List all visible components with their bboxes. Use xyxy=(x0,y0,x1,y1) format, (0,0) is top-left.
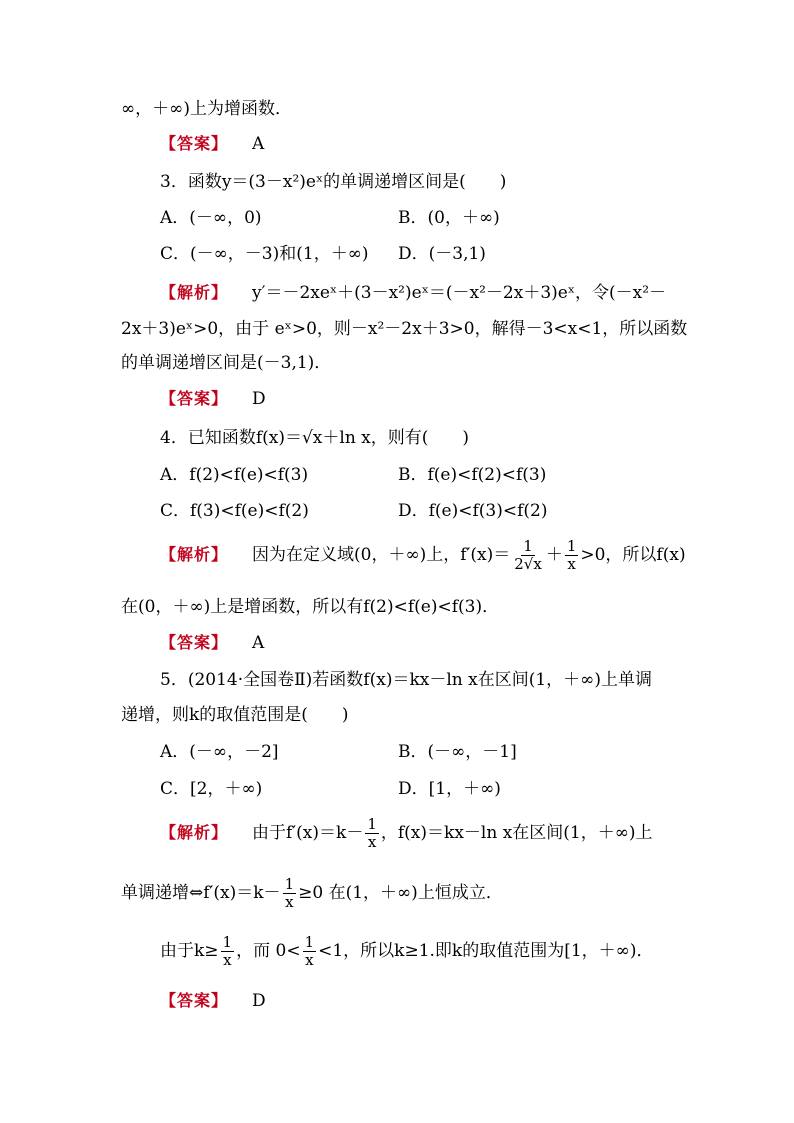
option-b: B．f(e)<f(2)<f(3) xyxy=(398,465,547,485)
answer-value: D xyxy=(252,991,266,1011)
analysis-text: 因为在定义域(0，＋∞)上，f′(x)＝ xyxy=(252,545,511,565)
analysis-text: >0，所以f(x) xyxy=(580,545,686,565)
analysis-text: 由于k≥ xyxy=(160,941,219,961)
option-d: D．f(e)<f(3)<f(2) xyxy=(398,501,548,521)
question-5: 5．(2014·全国卷Ⅱ)若函数f(x)＝kx－ln x在区间(1，＋∞)上单调 xyxy=(160,670,652,690)
analysis-text: <1，所以k≥1.即k的取值范围为[1，＋∞)． xyxy=(318,941,654,961)
analysis-text: ≥0 在(1，＋∞)上恒成立． xyxy=(298,883,503,903)
question-5: 递增，则k的取值范围是( ) xyxy=(121,705,349,725)
analysis-text: ，f(x)＝kx－ln x在区间(1，＋∞)上 xyxy=(380,823,653,843)
fraction xyxy=(565,538,579,573)
analysis-row xyxy=(160,282,666,304)
analysis-text xyxy=(121,876,503,911)
fraction-numerator: 1 xyxy=(367,815,377,833)
analysis-text: 的单调递增区间是(－3,1)． xyxy=(121,353,332,373)
analysis-label: 【解析】 xyxy=(160,823,229,842)
fraction-numerator: 1 xyxy=(566,537,577,555)
fraction xyxy=(303,934,317,969)
answer-label: 【答案】 xyxy=(160,991,229,1010)
fraction xyxy=(365,816,379,851)
option-c: C．f(3)<f(e)<f(2) xyxy=(160,501,309,521)
analysis-text: 2x＋3)eˣ>0，由于 eˣ>0，则－x²－2x＋3>0，解得－3<x<1，所以函数 xyxy=(121,319,688,339)
option-d: D．(－3,1) xyxy=(398,244,486,264)
analysis-label: 【解析】 xyxy=(160,283,229,302)
analysis-text: y′＝－2xeˣ＋(3－x²)eˣ＝(－x²－2x＋3)eˣ，令(－x²－ xyxy=(252,283,667,303)
fraction-numerator: 1 xyxy=(284,875,295,893)
question-3: 3．函数y＝(3－x²)eˣ的单调递增区间是( ) xyxy=(160,172,507,192)
option-a: A．f(2)<f(e)<f(3) xyxy=(160,465,309,485)
option-c: C．[2，＋∞) xyxy=(160,779,263,799)
answer-value: D xyxy=(252,389,266,409)
fraction-denominator: x xyxy=(305,951,314,969)
answer-row xyxy=(160,133,264,155)
plus-sign: ＋ xyxy=(545,545,563,565)
answer-row xyxy=(160,388,266,410)
fraction-denominator: x xyxy=(367,833,377,851)
option-c: C．(－∞，－3)和(1，＋∞) xyxy=(160,244,369,264)
analysis-text: ，而 0< xyxy=(236,941,301,961)
fraction-denominator: x xyxy=(223,951,232,969)
answer-label: 【答案】 xyxy=(160,134,229,153)
analysis-label: 【解析】 xyxy=(160,545,229,564)
analysis-row xyxy=(160,816,653,851)
answer-row xyxy=(160,632,264,654)
fraction xyxy=(221,934,235,969)
fraction-denominator: 2√x xyxy=(514,555,542,573)
answer-value: A xyxy=(252,134,265,154)
analysis-text: 在(0，＋∞)上是增函数，所以有f(2)<f(e)<f(3)． xyxy=(121,597,500,617)
analysis-text: 单调递增⇔f′(x)＝k－ xyxy=(121,883,281,903)
text-line: ∞，＋∞)上为增函数． xyxy=(121,99,292,119)
option-d: D．[1，＋∞) xyxy=(398,779,501,799)
answer-label: 【答案】 xyxy=(160,633,229,652)
answer-label: 【答案】 xyxy=(160,389,229,408)
question-4: 4．已知函数f(x)＝√x＋ln x，则有( ) xyxy=(160,428,470,448)
analysis-text xyxy=(160,934,653,969)
fraction-denominator: x xyxy=(567,555,576,573)
option-b: B．(0，＋∞) xyxy=(398,208,500,228)
analysis-text: 由于f′(x)＝k－ xyxy=(252,823,364,843)
fraction-numerator: 1 xyxy=(304,933,315,951)
answer-value: A xyxy=(252,633,265,653)
fraction xyxy=(512,538,544,573)
answer-row xyxy=(160,990,266,1012)
analysis-row xyxy=(160,538,686,573)
fraction xyxy=(283,876,297,911)
option-b: B．(－∞，－1] xyxy=(398,742,517,762)
fraction-numerator: 1 xyxy=(222,933,233,951)
fraction-denominator: x xyxy=(285,893,294,911)
option-a: A．(－∞，0) xyxy=(160,208,262,228)
fraction-numerator: 1 xyxy=(523,537,533,555)
option-a: A．(－∞，－2] xyxy=(160,742,279,762)
